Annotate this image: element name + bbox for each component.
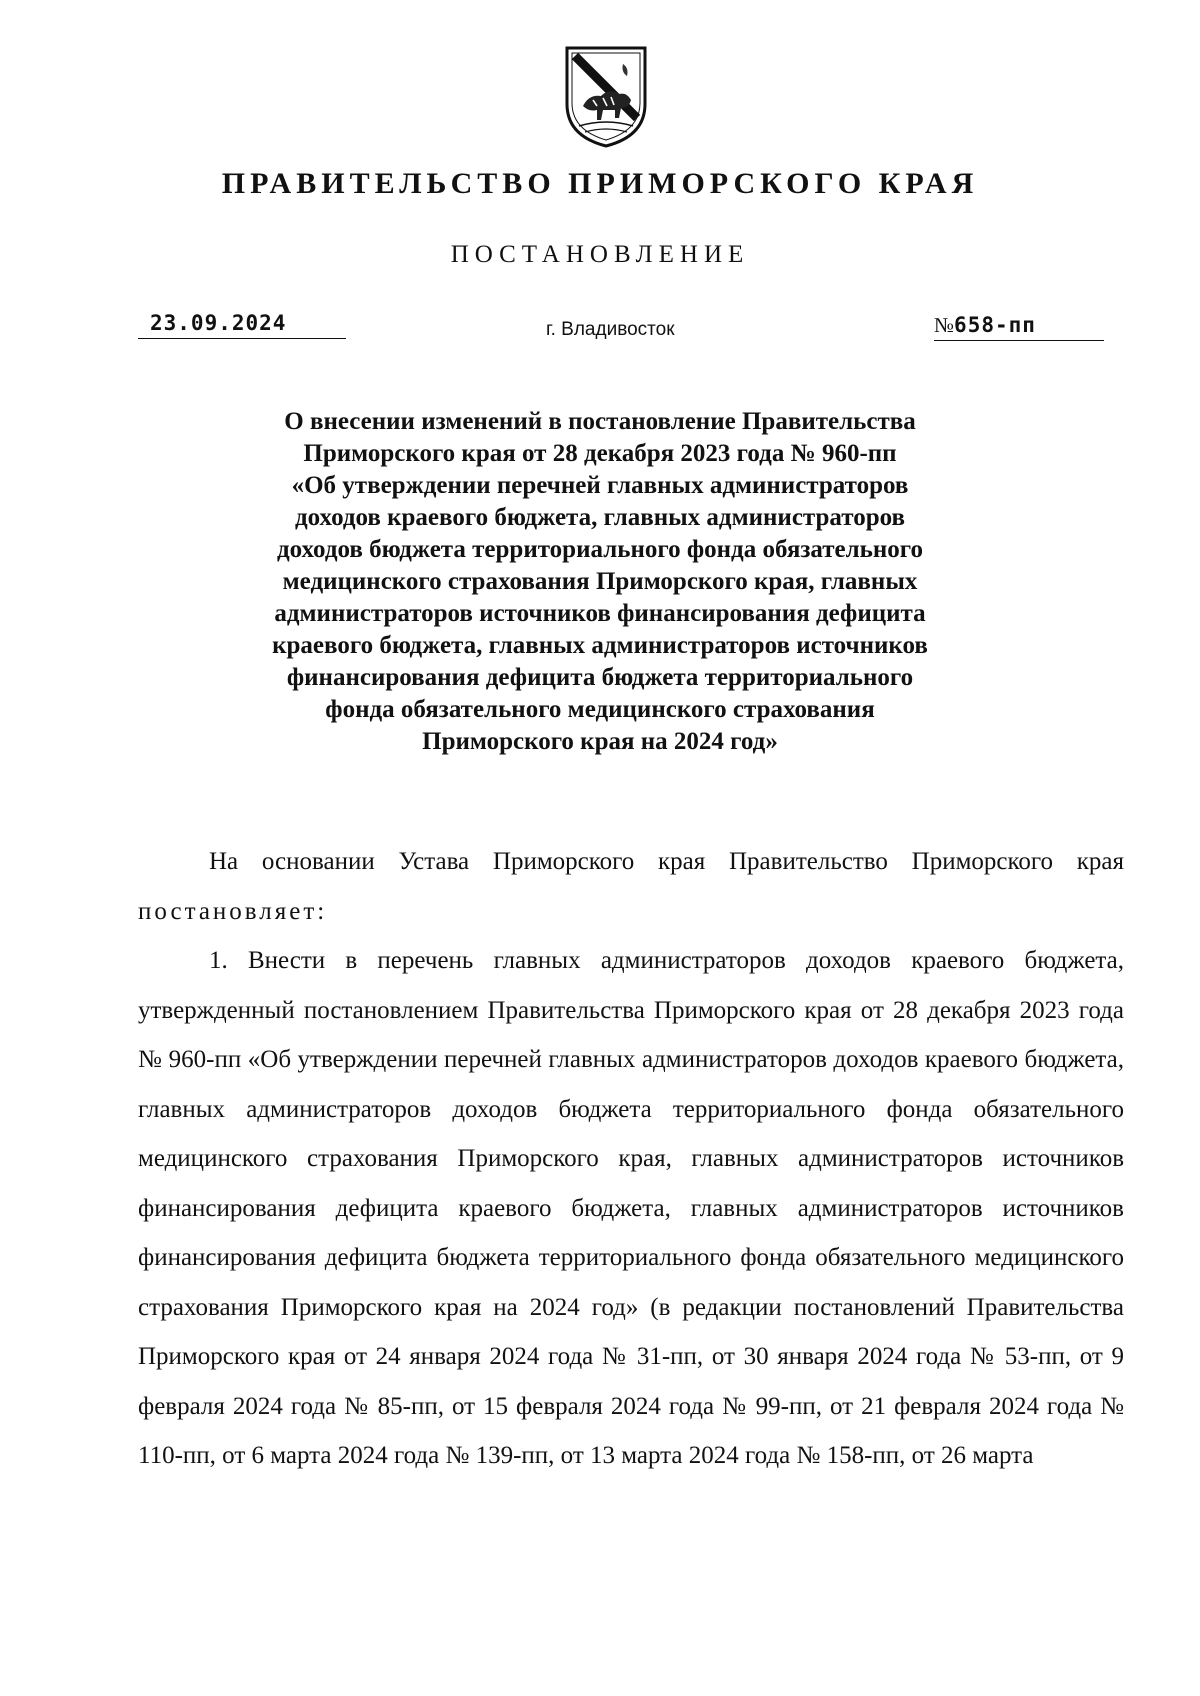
- organization-title: ПРАВИТЕЛЬСТВО ПРИМОРСКОГО КРАЯ: [221, 167, 979, 200]
- document-heading: [0, 406, 1200, 758]
- document-type: ПОСТАНОВЛЕНИЕ: [450, 241, 750, 268]
- item-1-paragraph: 1. Внести в перечень главных администраторов доходов краевого бюджета, утвержденный постановлением Правительства Приморского края от 28 декабря 2023 года № 960-пп «Об утверждении перечней главных администраторов доходов краевого бюджета, главных администраторов доходов бюджета территориального фонда обязательного медицинского страхования Приморского края, главных администраторов источников финансирования дефицита краевого бюджета, главных администраторов источников финансирования дефицита бюджета территориального фонда обязательного медицинского страхования Приморского края на 2024 год» (в редакции постановлений Правительства Приморского края от 24 января 2024 года № 31-пп, от 30 января 2024 года № 53-пп, от 9 февраля 2024 года № 85-пп, от 15 февраля 2024 года № 99-пп, от 21 февраля 2024 года № 110-пп, от 6 марта 2024 года № 139-пп, от 13 марта 2024 года № 158-пп, от 26 марта: [138, 947, 1124, 1469]
- heading-line: «Об утверждении перечней главных администраторов: [291, 472, 909, 499]
- resolves-text: постановляет:: [138, 897, 328, 925]
- heading-line: фонда обязательного медицинского страхования: [325, 696, 875, 723]
- heading-line: доходов бюджета территориального фонда обязательного: [276, 536, 924, 563]
- preamble-text: На основании Устава Приморского края Правительство Приморского края: [209, 848, 1124, 875]
- heading-line: медицинского страхования Приморского края, главных: [282, 568, 918, 595]
- heading-line: краевого бюджета, главных администраторов источников: [272, 632, 928, 659]
- heading-line: доходов краевого бюджета, главных администраторов: [295, 504, 905, 531]
- preamble-paragraph: [138, 837, 1124, 936]
- number-sign: №: [934, 313, 955, 337]
- heading-line: администраторов источников финансирования дефицита: [274, 600, 926, 627]
- document-city: г. Владивосток: [546, 319, 675, 340]
- number-value: 658-пп: [954, 313, 1036, 337]
- document-number: [934, 312, 1104, 341]
- primorsky-krai-coat-of-arms-icon: [563, 44, 649, 150]
- document-body: [138, 837, 1124, 1481]
- coat-of-arms-emblem: [563, 44, 649, 150]
- heading-line: О внесении изменений в постановление Правительства: [284, 408, 916, 435]
- heading-line: Приморского края на 2024 год»: [422, 728, 778, 755]
- document-date: 23.09.2024: [138, 310, 346, 339]
- heading-line: финансирования дефицита бюджета территориального: [286, 664, 914, 691]
- heading-line: Приморского края от 28 декабря 2023 года № 960-пп: [303, 440, 897, 467]
